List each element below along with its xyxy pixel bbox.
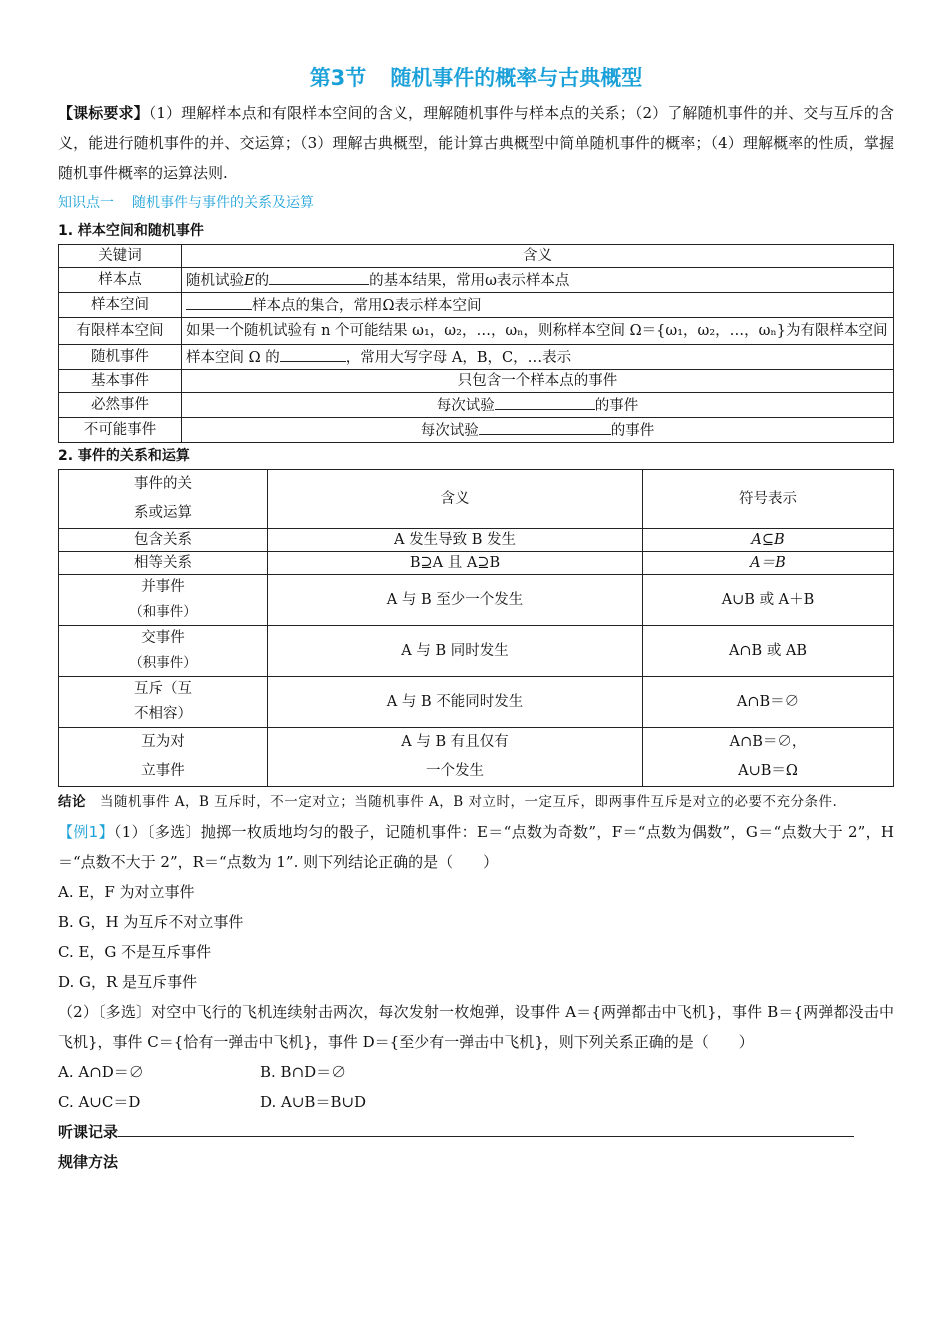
table-row <box>59 529 894 552</box>
table-header-row <box>59 245 894 268</box>
meaning: A 与 B 至少一个发生 <box>268 575 643 626</box>
relation: 包含关系 <box>59 529 268 552</box>
option-d: D. A∪B＝B∪D <box>260 1093 367 1111</box>
option-a: A. A∩D＝∅ <box>58 1063 144 1081</box>
text: 不相容） <box>134 706 192 722</box>
row-key: 样本点 <box>59 268 182 293</box>
section1-heading: 1. 样本空间和随机事件 <box>58 223 204 239</box>
row-meaning <box>182 418 894 443</box>
options-row <box>58 1087 894 1117</box>
blank-line <box>280 345 346 362</box>
meaning: A 与 B 不能同时发生 <box>268 677 643 728</box>
conclusion-label: 结论 <box>58 794 86 810</box>
text: A 与 B 有且仅有 <box>401 734 509 750</box>
text: 交事件 <box>141 630 185 646</box>
row-meaning: 只包含一个样本点的事件 <box>182 370 894 393</box>
header-symbol: 符号表示 <box>643 470 894 529</box>
row-key: 样本空间 <box>59 293 182 318</box>
row-key: 随机事件 <box>59 345 182 370</box>
table-header-row <box>59 470 894 529</box>
option-b: B. G，H 为互斥不对立事件 <box>58 913 244 931</box>
table-row <box>59 575 894 626</box>
meaning: A 与 B 同时发生 <box>268 626 643 677</box>
blank-line <box>495 393 595 410</box>
text: A∪B＝Ω <box>738 763 798 779</box>
table-row <box>59 293 894 318</box>
meaning: A 发生导致 B 发生 <box>268 529 643 552</box>
header-keyword: 关键词 <box>59 245 182 268</box>
text: 每次试验 <box>436 398 495 414</box>
text: 的事件 <box>610 423 655 439</box>
method-label: 规律方法 <box>58 1153 119 1171</box>
text: 互斥（互 <box>134 681 192 697</box>
event-relations-table <box>58 469 894 787</box>
row-meaning <box>182 293 894 318</box>
symbol: A∪B 或 A＋B <box>643 575 894 626</box>
conclusion-text: 当随机事件 A，B 互斥时，不一定对立；当随机事件 A，B 对立时，一定互斥，即两事件互斥是对立的必要不充分条件. <box>100 794 838 810</box>
text: 的基本结果，常用ω表示样本点 <box>369 273 570 289</box>
table-row <box>59 345 894 370</box>
option-b: B. B∩D＝∅ <box>260 1063 347 1081</box>
blank-line <box>479 418 611 435</box>
text: 互为对 <box>141 734 185 750</box>
text: 一个发生 <box>426 763 484 779</box>
relation: 相等关系 <box>59 552 268 575</box>
text: A∩B＝∅， <box>729 734 807 750</box>
knowledge-point-heading <box>58 188 894 218</box>
text: 的事件 <box>594 398 639 414</box>
requirements-label: 【课标要求】 <box>58 104 149 122</box>
curriculum-requirements <box>58 98 894 188</box>
text: 事件的关 <box>134 476 192 492</box>
table-row <box>59 626 894 677</box>
page-title <box>58 60 894 96</box>
example1-part1 <box>58 817 894 877</box>
symbol <box>643 728 894 787</box>
header-meaning: 含义 <box>268 470 643 529</box>
text: 每次试验 <box>420 423 479 439</box>
table-row <box>59 418 894 443</box>
conclusion <box>58 787 894 817</box>
relation <box>59 728 268 787</box>
table-row <box>59 268 894 293</box>
table-row <box>59 393 894 418</box>
header-relation <box>59 470 268 529</box>
section2-heading: 2. 事件的关系和运算 <box>58 448 190 464</box>
listening-record <box>58 1117 894 1147</box>
header-meaning: 含义 <box>182 245 894 268</box>
relation <box>59 677 268 728</box>
text: 立事件 <box>141 763 185 779</box>
record-label: 听课记录 <box>58 1123 119 1141</box>
row-meaning: 如果一个随机试验有 n 个可能结果 ω₁，ω₂，…，ωₙ，则称样本空间 Ω＝{ω₁，ω₂，…，ωₙ}为有限样本空间 <box>182 318 894 345</box>
meaning <box>268 728 643 787</box>
knowledge-point-label: 知识点一 <box>58 195 114 211</box>
text: （和事件） <box>129 604 197 620</box>
option-d: D. G，R 是互斥事件 <box>58 973 198 991</box>
text: （积事件） <box>129 655 197 671</box>
row-meaning <box>182 345 894 370</box>
text: 系或运算 <box>134 505 192 521</box>
table-row <box>59 552 894 575</box>
meaning: B⊇A 且 A⊇B <box>268 552 643 575</box>
example1-part2: （2）〔多选〕对空中飞行的飞机连续射击两次，每次发射一枚炮弹，设事件 A＝{两弹都击中飞机}，事件 B＝{两弹都没击中飞机}，事件 C＝{恰有一弹击中飞机}，事件 D＝{至少有一弹击中飞机}，则下列关系正确的是（ ） <box>58 1003 894 1051</box>
text: ，常用大写字母 A，B，C，…表示 <box>345 350 572 366</box>
example-label: 【例1】 <box>58 823 114 841</box>
example-question: （1）〔多选〕抛掷一枚质地均匀的骰子，记随机事件：E＝“点数为奇数”，F＝“点数为偶数”，G＝“点数大于 2”，H＝“点数不大于 2”，R＝“点数为 1”. 则下列结论正确的是（ ） <box>58 823 895 871</box>
text: 的 <box>254 273 270 289</box>
row-meaning <box>182 268 894 293</box>
symbol: A∩B 或 AB <box>643 626 894 677</box>
symbol: A⊆B <box>643 529 894 552</box>
relation <box>59 626 268 677</box>
option-c: C. E，G 不是互斥事件 <box>58 943 212 961</box>
text: 样本点的集合，常用Ω表示样本空间 <box>252 298 482 314</box>
requirements-text: （1）理解样本点和有限样本空间的含义，理解随机事件与样本点的关系；（2）了解随机事件的并、交与互斥的含义，能进行随机事件的并、交运算；（3）理解古典概型，能计算古典概型中简单随机事件的概率；（4）理解概率的性质，掌握随机事件概率的运算法则. <box>58 104 894 182</box>
knowledge-point-name: 随机事件与事件的关系及运算 <box>132 195 314 211</box>
row-key: 基本事件 <box>59 370 182 393</box>
table-row <box>59 728 894 787</box>
row-meaning <box>182 393 894 418</box>
blank-line <box>269 268 369 285</box>
symbol: A∩B＝∅ <box>643 677 894 728</box>
section-name: 随机事件的概率与古典概型 <box>390 66 643 90</box>
writing-line <box>118 1118 854 1137</box>
table-row <box>59 370 894 393</box>
text: 并事件 <box>141 579 185 595</box>
relation <box>59 575 268 626</box>
options-row <box>58 1057 894 1087</box>
table-row <box>59 677 894 728</box>
page <box>58 60 894 1177</box>
row-key: 必然事件 <box>59 393 182 418</box>
row-key: 有限样本空间 <box>59 318 182 345</box>
sample-space-table <box>58 244 894 443</box>
section-number: 第3节 <box>309 66 367 90</box>
blank-line <box>186 293 252 310</box>
variable: E <box>244 273 255 289</box>
row-key: 不可能事件 <box>59 418 182 443</box>
option-c: C. A∪C＝D <box>58 1093 141 1111</box>
table-row <box>59 318 894 345</box>
text: 随机试验 <box>186 273 244 289</box>
symbol: A＝B <box>643 552 894 575</box>
text: 样本空间 Ω 的 <box>186 350 280 366</box>
option-a: A. E，F 为对立事件 <box>58 883 195 901</box>
